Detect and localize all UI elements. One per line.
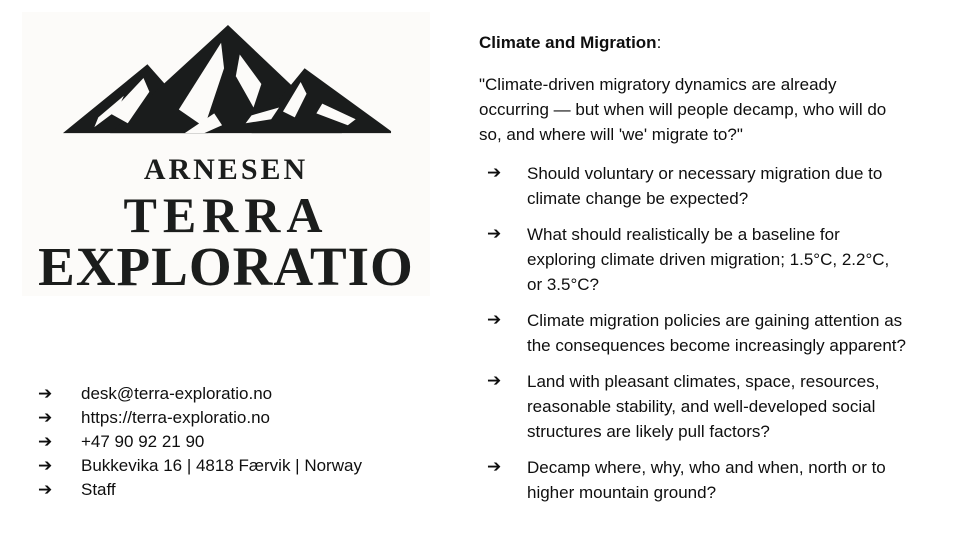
section-heading <box>479 30 951 55</box>
quote-paragraph <box>479 72 951 147</box>
mountain-logo-icon <box>59 21 393 141</box>
text-line: or 3.5°C? <box>527 275 600 294</box>
contact-item-phone <box>38 430 362 454</box>
text-line: exploring climate driven migration; 1.5°C, 2.2°C, <box>527 250 890 269</box>
question-item <box>479 308 951 358</box>
contact-item-address <box>38 454 362 478</box>
text-line: Should voluntary or necessary migration due to <box>527 164 883 183</box>
contact-phone: +47 90 92 21 90 <box>81 432 205 451</box>
contact-item-staff <box>38 478 362 502</box>
company-logo <box>22 12 430 296</box>
contact-website: https://terra-exploratio.no <box>81 408 270 427</box>
contact-email: desk@terra-exploratio.no <box>81 384 273 403</box>
contact-item-website[interactable] <box>38 406 362 430</box>
contact-item-email[interactable] <box>38 382 362 406</box>
heading-text: Climate and Migration <box>479 33 657 52</box>
arrow-bullet-icon: ➔ <box>38 480 53 500</box>
text-line: higher mountain ground? <box>527 483 717 502</box>
brand-name-exploratio: EXPLORATIO <box>38 236 414 297</box>
question-text <box>527 161 882 211</box>
arrow-bullet-icon: ➔ <box>487 457 502 477</box>
text-line: Decamp where, why, who and when, north or to <box>527 458 886 477</box>
question-text <box>527 308 906 358</box>
text-line: occurring — but when will people decamp, who will do <box>479 100 887 119</box>
text-line: climate change be expected? <box>527 189 749 208</box>
question-text <box>527 455 886 505</box>
brand-name-arnesen: ARNESEN <box>143 153 309 186</box>
question-text <box>527 369 879 444</box>
question-item <box>479 222 951 297</box>
text-line: the consequences become increasingly apparent? <box>527 336 906 355</box>
text-line: reasonable stability, and well-developed social <box>527 397 876 416</box>
text-line: "Climate-driven migratory dynamics are already <box>479 75 837 94</box>
contact-list <box>38 382 362 502</box>
arrow-bullet-icon: ➔ <box>487 163 502 183</box>
question-item <box>479 455 951 505</box>
heading-colon: : <box>656 33 662 52</box>
arrow-bullet-icon: ➔ <box>38 408 53 428</box>
arrow-bullet-icon: ➔ <box>38 456 53 476</box>
text-line: so, and where will 'we' migrate to?" <box>479 125 743 144</box>
arrow-bullet-icon: ➔ <box>38 384 53 404</box>
text-line: Land with pleasant climates, space, resources, <box>527 372 880 391</box>
text-line: structures are likely pull factors? <box>527 422 770 441</box>
arrow-bullet-icon: ➔ <box>38 432 53 452</box>
arrow-bullet-icon: ➔ <box>487 224 502 244</box>
text-line: Climate migration policies are gaining attention as <box>527 311 903 330</box>
question-item <box>479 369 951 444</box>
question-list <box>479 161 951 505</box>
contact-staff: Staff <box>81 480 116 499</box>
arrow-bullet-icon: ➔ <box>487 310 502 330</box>
question-item <box>479 161 951 211</box>
arrow-bullet-icon: ➔ <box>487 371 502 391</box>
question-text <box>527 222 889 297</box>
text-line: What should realistically be a baseline for <box>527 225 840 244</box>
slide-content <box>479 30 951 516</box>
contact-address: Bukkevika 16 | 4818 Færvik | Norway <box>81 456 362 475</box>
brand-name-terra: TERRA <box>123 187 329 243</box>
